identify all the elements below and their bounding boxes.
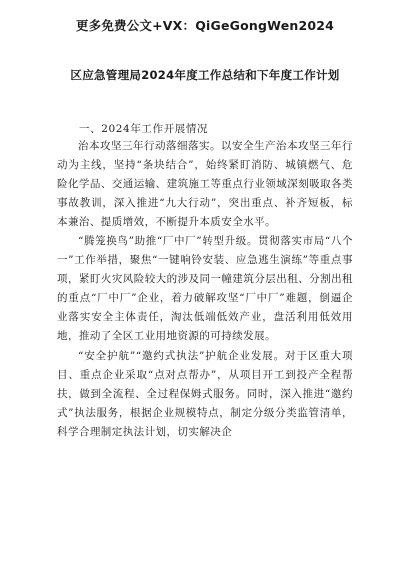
paragraph: “腾笼换鸟”助推“厂中厂”转型升级。贯彻落实市局“八个一”工作举措，聚焦“一键响铃安装、应急逃生演练”等重点事项，紧盯火灾风险较大的涉及同一幢建筑分层出租、分割出租的重点“厂中厂”企业，着力破解攻坚“厂中厂”难题，倒逼企业落实安全主体责任，淘汰低端低效产业，盘活利用低效用地，推动了全区工业用地资源的可持续发展。 [57, 235, 353, 343]
section-heading: 一、2024年工作开展情况 [79, 123, 209, 135]
watermark-text: 更多免费公文+VX：QiGeGongWen2024 [75, 18, 335, 33]
document-body [57, 137, 353, 442]
paragraph: “安全护航”“邀约式执法”护航企业发展。对于区重大项目、重点企业采取“点对点帮办”，从项目开工到投产全程帮扶，做到全流程、全过程保姆式服务。同时，深入推进“邀约式”执法服务，根据企业规模特点，制定分级分类监管清单，科学合理制定执法计划，切实解决企 [57, 349, 353, 438]
paragraph: 治本攻坚三年行动落细落实。以安全生产治本攻坚三年行动为主线，坚持“条块结合”，始终紧盯消防、城镇燃气、危险化学品、交通运输、建筑施工等重点行业领域深刻吸取各类事故教训，深入推进“九大行动”，突出重点、补齐短板，标本兼治、提质增效，不断提升本质安全水平。 [57, 140, 353, 229]
document-title: 区应急管理局2024年度工作总结和下年度工作计划 [70, 68, 340, 82]
